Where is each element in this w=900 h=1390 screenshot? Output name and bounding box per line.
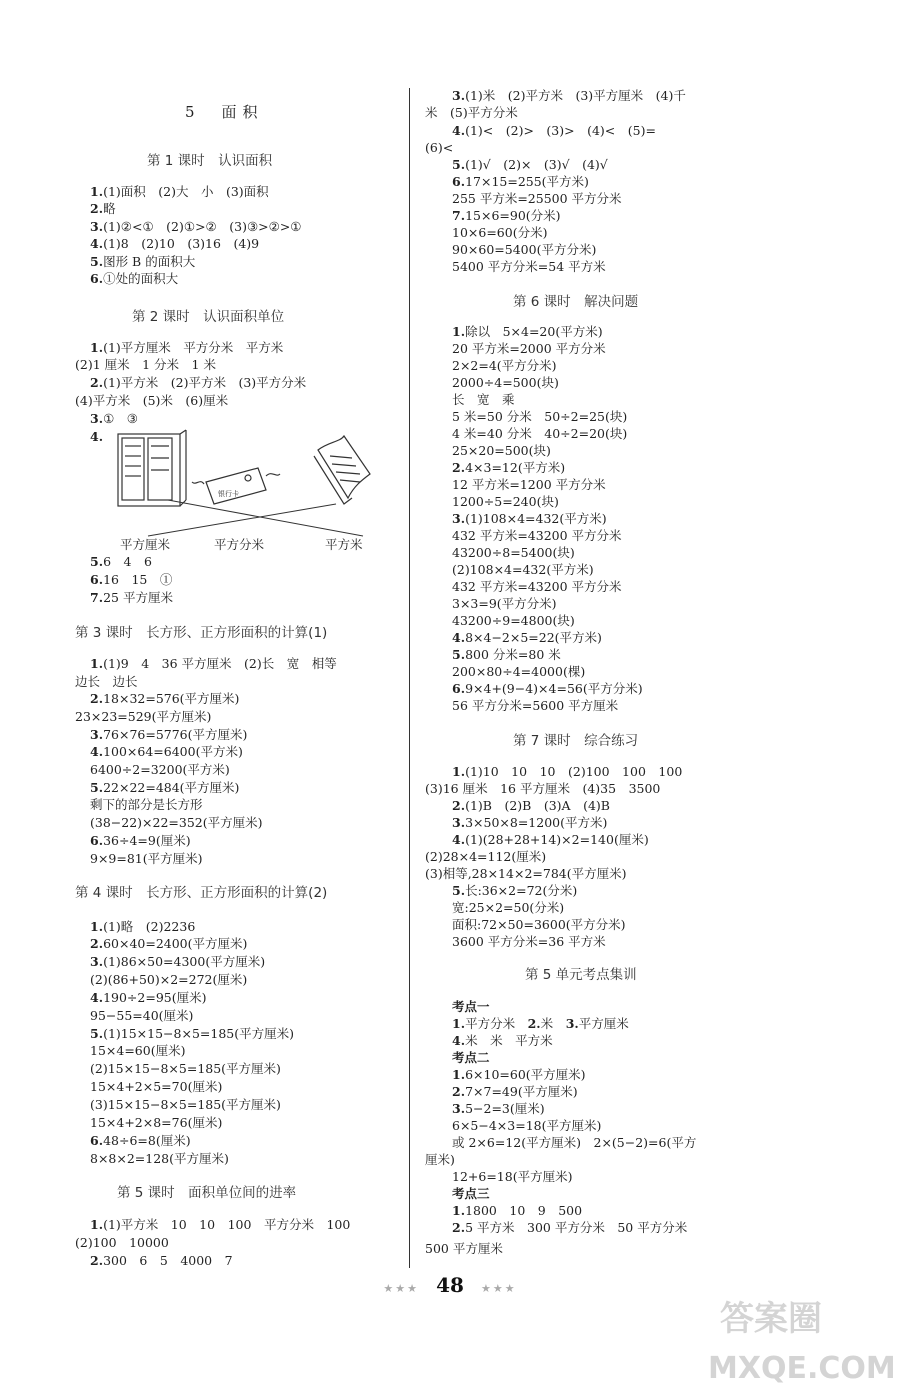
section-title: 第 5 单元考点集训 <box>525 967 637 983</box>
answer-line: 剩下的部分是长方形 <box>90 797 203 812</box>
diagram-label-cm2: 平方厘米 <box>120 537 171 552</box>
answer-line: 200×80÷4=4000(棵) <box>452 664 586 679</box>
matching-diagram <box>108 428 378 558</box>
answer-line: 15×4+2×5=70(厘米) <box>90 1079 223 1094</box>
answer-line: 3×3=9(平方分米) <box>452 596 557 611</box>
answer-line: 3600 平方分米=36 平方米 <box>452 934 606 949</box>
topic-label: 考点一 <box>452 999 490 1014</box>
answer-line: 5.(1)√ (2)× (3)√ (4)√ <box>452 157 608 172</box>
section-title: 第 6 课时 解决问题 <box>513 294 639 310</box>
star-decoration-icon: ★★★ <box>481 1282 517 1295</box>
answer-line: 边长 边长 <box>75 674 138 689</box>
answer-line: 3.76×76=5776(平方厘米) <box>90 727 248 742</box>
answer-line: 43200÷9=4800(块) <box>452 613 575 628</box>
answer-line: 米 (5)平方分米 <box>425 105 518 120</box>
door-icon <box>118 430 186 506</box>
answer-line: 1.(1)平方米 10 10 100 平方分米 100 <box>90 1217 351 1232</box>
answer-line: 2.7×7=49(平方厘米) <box>452 1084 578 1099</box>
answer-line: 4.(1)(28+28+14)×2=140(厘米) <box>452 832 649 847</box>
answer-line: 6.48÷6=8(厘米) <box>90 1133 191 1148</box>
answer-line: 432 平方米=43200 平方分米 <box>452 579 622 594</box>
column-divider <box>409 88 410 1268</box>
answer-line: 1.1800 10 9 500 <box>452 1203 583 1218</box>
answer-line: (3)相等,28×14×2=784(平方厘米) <box>425 866 627 881</box>
answer-line: 长 宽 乘 <box>452 392 515 407</box>
answer-line: 3.(1)米 (2)平方米 (3)平方厘米 (4)千 <box>452 88 686 103</box>
answer-line: 4.(1)8 (2)10 (3)16 (4)9 <box>90 236 260 251</box>
diagram-label-m2: 平方米 <box>325 537 363 552</box>
answer-line: 2.18×32=576(平方厘米) <box>90 691 240 706</box>
page-number: 48 <box>436 1273 464 1297</box>
bank-card-icon <box>192 468 280 504</box>
section-title: 第 2 课时 认识面积单位 <box>132 309 285 325</box>
answer-line: (2)108×4=432(平方米) <box>452 562 594 577</box>
answer-line: 7.15×6=90(分米) <box>452 208 561 223</box>
section-title: 第 7 课时 综合练习 <box>513 733 639 749</box>
answer-line: 5.800 分米=80 米 <box>452 647 561 662</box>
section-title: 第 4 课时 长方形、正方形面积的计算(2) <box>75 885 328 901</box>
answer-line: 6400÷2=3200(平方米) <box>90 762 230 777</box>
answer-line: 2.(1)平方米 (2)平方米 (3)平方分米 <box>90 375 307 390</box>
answer-line: 4.8×4−2×5=22(平方米) <box>452 630 602 645</box>
answer-line: 6×5−4×3=18(平方厘米) <box>452 1118 602 1133</box>
answer-line: (38−22)×22=352(平方厘米) <box>90 815 263 830</box>
answer-line: 15×4+2×8=76(厘米) <box>90 1115 223 1130</box>
answer-line: 4.(1)< (2)> (3)> (4)< (5)= <box>452 123 656 138</box>
answer-line: 25×20=500(块) <box>452 443 551 458</box>
chapter-title: 5 面积 <box>185 103 264 121</box>
answer-line: 1.(1)平方厘米 平方分米 平方米 <box>90 340 284 355</box>
answer-line: 2.(1)B (2)B (3)A (4)B <box>452 798 610 813</box>
answer-line: 厘米) <box>425 1152 455 1167</box>
book-icon <box>314 436 370 504</box>
answer-line: 2.5 平方米 300 平方分米 50 平方分米 <box>452 1220 688 1235</box>
answer-line: 面积:72×50=3600(平方分米) <box>452 917 626 932</box>
answer-line: 500 平方厘米 <box>425 1241 503 1256</box>
answer-line: (2)28×4=112(厘米) <box>425 849 547 864</box>
answer-line: 2.300 6 5 4000 7 <box>90 1253 233 1268</box>
answer-line: 3.5−2=3(厘米) <box>452 1101 545 1116</box>
answer-line: 5.长:36×2=72(分米) <box>452 883 578 898</box>
answer-line: 6.9×4+(9−4)×4=56(平方分米) <box>452 681 643 696</box>
answer-line: 12 平方米=1200 平方分米 <box>452 477 606 492</box>
answer-line: 5.图形 B 的面积大 <box>90 254 196 269</box>
answer-line: 5400 平方分米=54 平方米 <box>452 259 606 274</box>
answer-line: 20 平方米=2000 平方分米 <box>452 341 606 356</box>
answer-line: 4.190÷2=95(厘米) <box>90 990 207 1005</box>
answer-line: 3.① ③ <box>90 411 138 426</box>
answer-line: 1.(1)9 4 36 平方厘米 (2)长 宽 相等 <box>90 656 337 671</box>
answer-line: 5 米=50 分米 50÷2=25(块) <box>452 409 628 424</box>
answer-line: (2)15×15−8×5=185(平方厘米) <box>90 1061 281 1076</box>
answer-line: 6.①处的面积大 <box>90 271 179 286</box>
answer-line: 6.16 15 ① <box>90 572 173 587</box>
answer-line: 6.17×15=255(平方米) <box>452 174 589 189</box>
answer-line: 7.25 平方厘米 <box>90 590 173 605</box>
watermark-url: MXQE.COM <box>708 1351 896 1386</box>
answer-line: 1.平方分米 2.米 3.平方厘米 <box>452 1016 629 1031</box>
section-title: 第 5 课时 面积单位间的进率 <box>117 1185 297 1201</box>
star-decoration-icon: ★★★ <box>383 1282 419 1295</box>
answer-line: 4.米 米 平方米 <box>452 1033 553 1048</box>
answer-line: 宽:25×2=50(分米) <box>452 900 565 915</box>
diagram-label-dm2: 平方分米 <box>214 537 265 552</box>
answer-line: (3)16 厘米 16 平方厘米 (4)35 3500 <box>425 781 661 796</box>
answer-line: 3.3×50×8=1200(平方米) <box>452 815 608 830</box>
answer-line: 43200÷8=5400(块) <box>452 545 575 560</box>
answer-line: 10×6=60(分米) <box>452 225 548 240</box>
answer-line: 56 平方分米=5600 平方厘米 <box>452 698 619 713</box>
answer-line: 3.(1)②<① (2)①>② (3)③>②>① <box>90 219 302 234</box>
answer-line: 1.(1)面积 (2)大 小 (3)面积 <box>90 184 269 199</box>
answer-line: 95−55=40(厘米) <box>90 1008 194 1023</box>
answer-line: 2.60×40=2400(平方厘米) <box>90 936 248 951</box>
answer-line: 90×60=5400(平方分米) <box>452 242 597 257</box>
answer-line: 1.(1)略 (2)2236 <box>90 919 196 934</box>
answer-line: 1.除以 5×4=20(平方米) <box>452 324 603 339</box>
answer-line: 2000÷4=500(块) <box>452 375 559 390</box>
answer-line: 5.6 4 6 <box>90 554 152 569</box>
section-title: 第 3 课时 长方形、正方形面积的计算(1) <box>75 625 328 641</box>
answer-line: (2)1 厘米 1 分米 1 米 <box>75 357 216 372</box>
answer-line: 4. <box>90 429 104 444</box>
answer-line: (6)< <box>425 140 454 155</box>
card-text: 银行卡 <box>218 490 239 498</box>
answer-line: 5.(1)15×15−8×5=185(平方厘米) <box>90 1026 294 1041</box>
answer-line: 2×2=4(平方分米) <box>452 358 557 373</box>
answer-line: (4)平方米 (5)米 (6)厘米 <box>75 393 229 408</box>
answer-line: 432 平方米=43200 平方分米 <box>452 528 622 543</box>
answer-line: (3)15×15−8×5=185(平方厘米) <box>90 1097 281 1112</box>
answer-line: 8×8×2=128(平方厘米) <box>90 1151 229 1166</box>
answer-line: 4.100×64=6400(平方米) <box>90 744 243 759</box>
section-title: 第 1 课时 认识面积 <box>147 153 273 169</box>
answer-line: 或 2×6=12(平方厘米) 2×(5−2)=6(平方 <box>452 1135 697 1150</box>
answer-line: 6.36÷4=9(厘米) <box>90 833 191 848</box>
answer-line: 1.6×10=60(平方厘米) <box>452 1067 586 1082</box>
answer-line: (2)100 10000 <box>75 1235 169 1250</box>
answer-line: 255 平方米=25500 平方分米 <box>452 191 622 206</box>
answer-line: 3.(1)108×4=432(平方米) <box>452 511 607 526</box>
answer-line: 5.22×22=484(平方厘米) <box>90 780 240 795</box>
answer-line: 1.(1)10 10 10 (2)100 100 100 <box>452 764 683 779</box>
answer-line: 9×9=81(平方厘米) <box>90 851 203 866</box>
watermark-logo <box>690 1288 900 1390</box>
topic-label: 考点三 <box>452 1186 490 1201</box>
answer-line: 12+6=18(平方厘米) <box>452 1169 573 1184</box>
topic-label: 考点二 <box>452 1050 490 1065</box>
answer-line: 4 米=40 分米 40÷2=20(块) <box>452 426 628 441</box>
answer-line: 2.4×3=12(平方米) <box>452 460 566 475</box>
answer-line: 3.(1)86×50=4300(平方厘米) <box>90 954 266 969</box>
answer-line: 15×4=60(厘米) <box>90 1043 186 1058</box>
answer-line: 23×23=529(平方厘米) <box>75 709 212 724</box>
answer-line: 2.略 <box>90 201 116 216</box>
answer-line: (2)(86+50)×2=272(厘米) <box>90 972 248 987</box>
answer-line: 1200÷5=240(块) <box>452 494 559 509</box>
watermark-text: 答案圈 <box>720 1299 822 1339</box>
